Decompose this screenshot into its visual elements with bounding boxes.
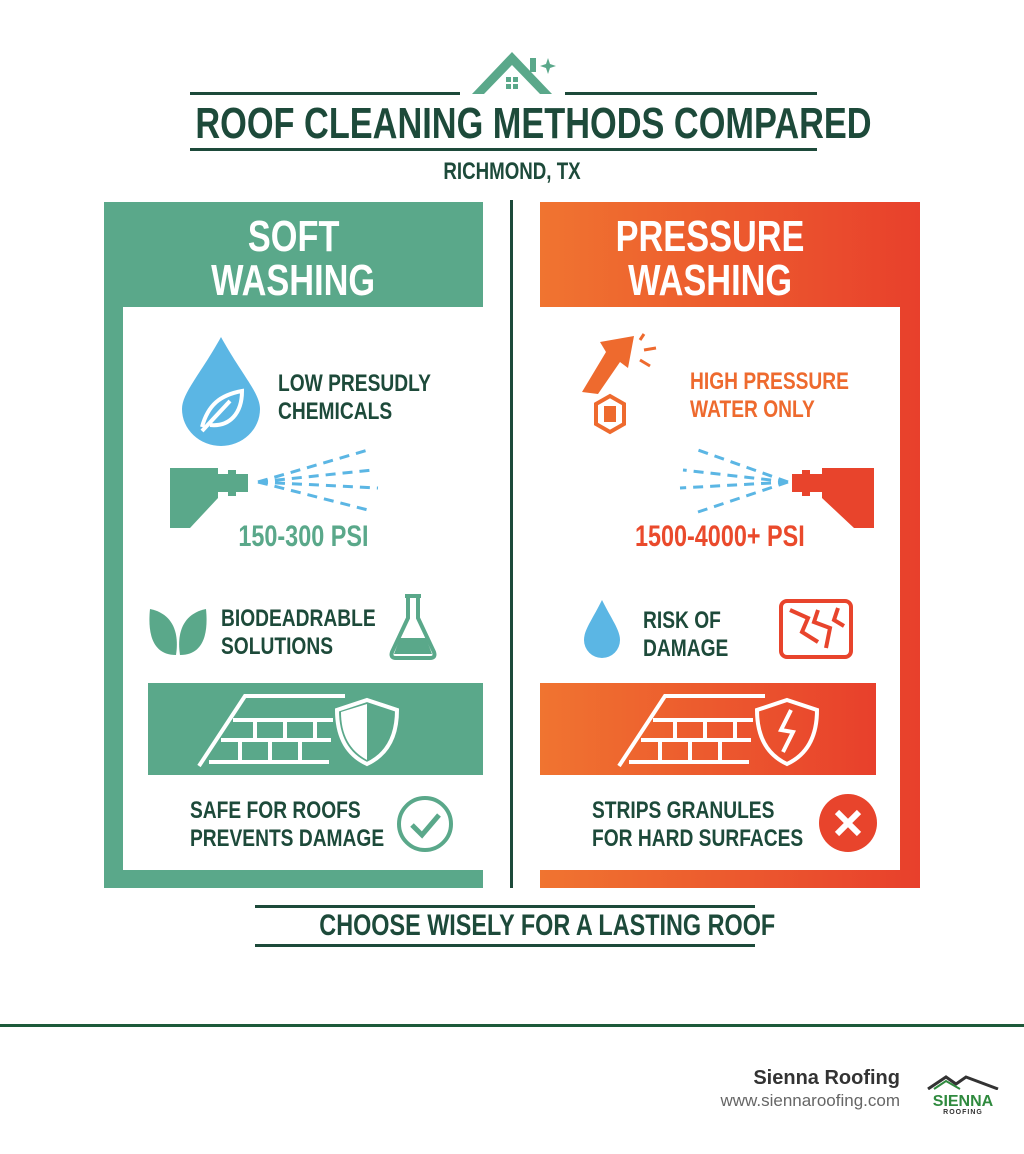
leaves-icon [146, 605, 210, 657]
brand-name: Sienna Roofing [753, 1067, 900, 1089]
footer-divider [0, 1024, 1024, 1027]
logo-text: SIENNA [932, 1093, 994, 1110]
pressure-feature-1b: WATER ONLY [690, 396, 815, 423]
divider [190, 148, 817, 151]
divider [255, 905, 755, 908]
water-drop-icon [582, 598, 622, 660]
roof-shield-icon [195, 690, 405, 770]
soft-feature-1b: CHEMICALS [278, 398, 393, 425]
x-circle-icon [818, 793, 878, 853]
divider [255, 944, 755, 947]
pressure-feature-2: RISK OF [643, 607, 721, 634]
soft-feature-1: LOW PRESUDLY [278, 370, 431, 397]
brand-logo [926, 1074, 1000, 1116]
damaged-roof-shield-icon [615, 690, 825, 770]
house-icon [460, 50, 564, 96]
pressure-result-1: STRIPS GRANULES [592, 797, 775, 824]
location: RICHMOND, TX [443, 158, 581, 185]
cracked-surface-icon [778, 598, 854, 660]
soft-feature-2b: SOLUTIONS [221, 633, 334, 660]
water-drop-leaf-icon [180, 335, 262, 447]
brand-url[interactable]: www.siennaroofing.com [720, 1091, 900, 1110]
pressure-title-2: WASHING [628, 256, 792, 305]
soft-feature-2: BIODEADRABLE [221, 605, 376, 632]
page-title: ROOF CLEANING METHODS COMPARED [195, 99, 872, 148]
pressure-title-1: PRESSURE [615, 212, 805, 261]
low-pressure-nozzle-icon [168, 440, 383, 532]
divider [565, 92, 817, 95]
high-pressure-arrow-icon [578, 332, 668, 444]
check-circle-icon [396, 795, 454, 853]
pressure-feature-1: HIGH PRESSURE [690, 368, 849, 395]
logo-roof-icon [926, 1074, 1000, 1090]
soft-result-2: PREVENTS DAMAGE [190, 825, 385, 852]
center-divider [510, 200, 513, 888]
divider [190, 92, 460, 95]
logo-subtext: ROOFING [943, 1109, 983, 1116]
pressure-psi: 1500-4000+ PSI [635, 520, 805, 553]
soft-psi: 150-300 PSI [237, 520, 369, 553]
high-pressure-nozzle-icon [678, 440, 878, 532]
pressure-feature-2b: DAMAGE [643, 635, 729, 662]
pressure-result-2: FOR HARD SURFACES [592, 825, 804, 852]
flask-icon [388, 592, 438, 662]
soft-result-1: SAFE FOR ROOFS [190, 797, 361, 824]
soft-title-1: SOFT [247, 212, 340, 261]
soft-title-2: WASHING [211, 256, 376, 305]
footer-banner: CHOOSE WISELY FOR A LASTING ROOF [319, 909, 776, 942]
